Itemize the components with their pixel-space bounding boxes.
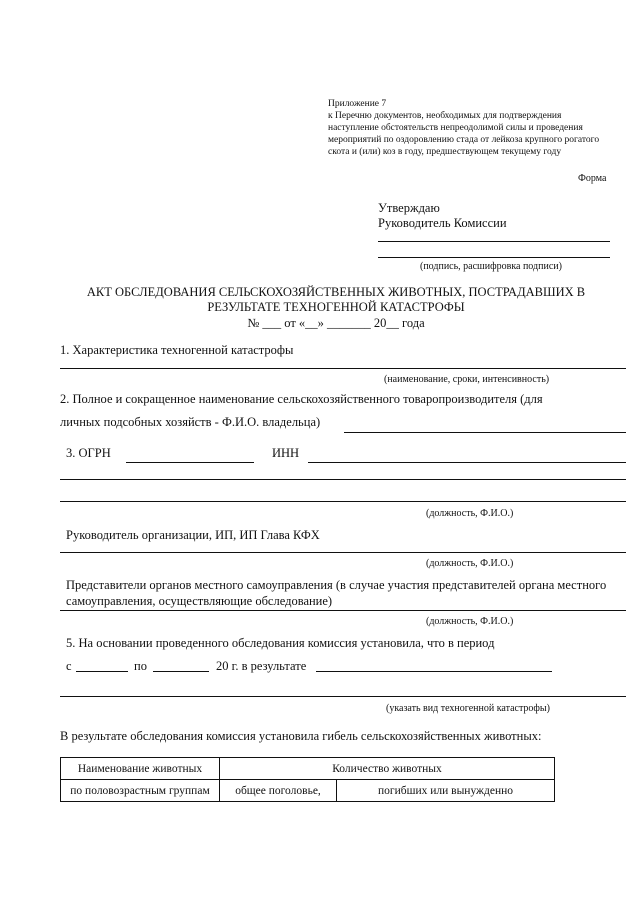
ogrn-field[interactable] bbox=[126, 462, 254, 463]
section1-field[interactable] bbox=[60, 368, 626, 369]
animals-table bbox=[60, 757, 555, 802]
section2-line1: 2. Полное и сокращенное наименование сельскохозяйственного товаропроизводителя (для bbox=[60, 392, 543, 406]
period-to-field[interactable] bbox=[153, 671, 209, 672]
commission-head-label: Руководитель Комиссии bbox=[378, 216, 507, 230]
table-row bbox=[61, 780, 555, 802]
inn-field[interactable] bbox=[308, 462, 626, 463]
table-cell-groups: по половозрастным группам bbox=[61, 780, 220, 802]
producer-name-field[interactable] bbox=[344, 432, 626, 433]
section3-line-3[interactable] bbox=[60, 501, 626, 502]
table-cell-total: общее поголовье, bbox=[220, 780, 337, 802]
local-gov-line2: самоуправления, осуществляющие обследование) bbox=[66, 594, 333, 608]
section3-line-2[interactable] bbox=[60, 479, 626, 480]
table-cell-dead: погибших или вынужденно bbox=[337, 780, 555, 802]
result-text: В результате обследования комиссия установила гибель сельскохозяйственных животных: bbox=[60, 729, 542, 743]
appendix-title: Приложение 7 bbox=[328, 99, 387, 109]
section1-caption: (наименование, сроки, интенсивность) bbox=[384, 374, 550, 385]
approve-label: Утверждаю bbox=[378, 201, 440, 215]
ogrn-label: 3. ОГРН bbox=[66, 446, 111, 460]
period-to-label: по bbox=[134, 659, 147, 673]
local-gov-line1: Представители органов местного самоуправления (в случае участия представителей органа местного bbox=[66, 578, 607, 592]
table-header-animals: Наименование животных bbox=[61, 758, 220, 780]
section1-label: 1. Характеристика техногенной катастрофы bbox=[60, 343, 294, 357]
period-from-field[interactable] bbox=[76, 671, 128, 672]
head-org-field[interactable] bbox=[60, 552, 626, 553]
period-from-label: с bbox=[66, 659, 72, 673]
form-label: Форма bbox=[578, 173, 607, 184]
signature-line-1[interactable] bbox=[378, 241, 610, 242]
result-field-1[interactable] bbox=[316, 671, 552, 672]
table-header-count: Количество животных bbox=[220, 758, 555, 780]
table-row bbox=[61, 758, 555, 780]
local-gov-field[interactable] bbox=[60, 610, 626, 611]
inn-label: ИНН bbox=[272, 446, 300, 460]
result-field-2[interactable] bbox=[60, 696, 626, 697]
act-title-line2: РЕЗУЛЬТАТЕ ТЕХНОГЕННОЙ КАТАСТРОФЫ bbox=[207, 300, 465, 314]
section3-caption: (должность, Ф.И.О.) bbox=[426, 508, 514, 519]
act-number-line: № ___ от «__» _______ 20__ года bbox=[247, 316, 425, 330]
section2-line2: личных подсобных хозяйств - Ф.И.О. владельца) bbox=[60, 415, 321, 429]
signature-caption: (подпись, расшифровка подписи) bbox=[420, 261, 562, 272]
local-gov-caption: (должность, Ф.И.О.) bbox=[426, 616, 514, 627]
appendix-block bbox=[328, 98, 614, 158]
head-org-caption: (должность, Ф.И.О.) bbox=[426, 558, 514, 569]
appendix-text: к Перечню документов, необходимых для подтверждения наступление обстоятельств непреодолимой силы и проведения мероприятий по оздоровлению стада от лейкоза крупного рогатого скота и (или) коз в году, предшествующем текущему году bbox=[328, 111, 600, 157]
section5-caption: (указать вид техногенной катастрофы) bbox=[386, 703, 550, 714]
section5-line1: 5. На основании проведенного обследования комиссия установила, что в период bbox=[66, 636, 495, 650]
head-org-label: Руководитель организации, ИП, ИП Глава КФХ bbox=[66, 528, 320, 542]
period-year-label: 20 г. в результате bbox=[216, 659, 307, 673]
signature-line-2[interactable] bbox=[378, 257, 610, 258]
act-title-line1: АКТ ОБСЛЕДОВАНИЯ СЕЛЬСКОХОЗЯЙСТВЕННЫХ ЖИВОТНЫХ, ПОСТРАДАВШИХ В bbox=[86, 285, 586, 299]
